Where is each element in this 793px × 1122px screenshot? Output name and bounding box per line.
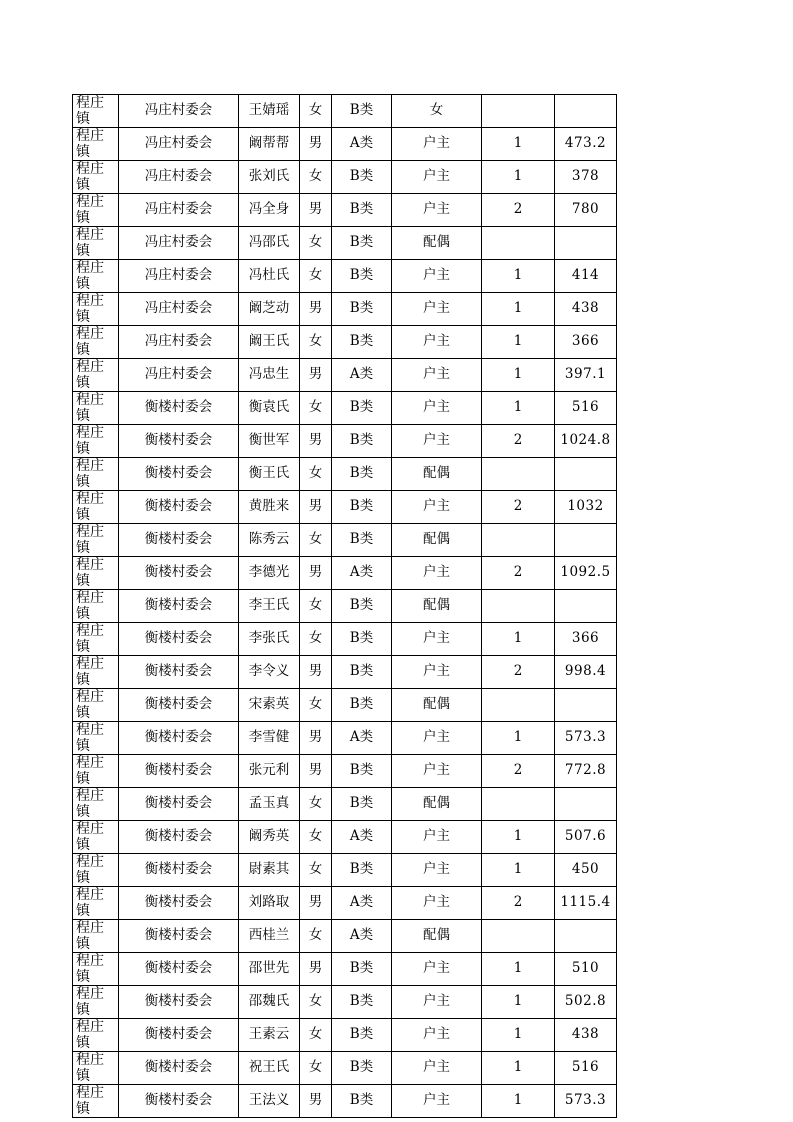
relation-cell: 户主 <box>392 1019 482 1052</box>
town-cell: 程庄镇 <box>73 227 119 260</box>
town-cell: 程庄镇 <box>73 887 119 920</box>
person-name-cell: 王素云 <box>239 1019 300 1052</box>
amount-cell: 473.2 <box>555 128 617 161</box>
relation-cell: 户主 <box>392 425 482 458</box>
town-cell: 程庄镇 <box>73 623 119 656</box>
household-count-cell <box>482 689 555 722</box>
category-cell: B类 <box>332 1019 392 1052</box>
household-count-cell: 2 <box>482 557 555 590</box>
person-name-cell: 孟玉真 <box>239 788 300 821</box>
town-cell: 程庄镇 <box>73 524 119 557</box>
relation-cell: 户主 <box>392 755 482 788</box>
amount-cell: 366 <box>555 623 617 656</box>
category-cell: A类 <box>332 557 392 590</box>
category-cell: B类 <box>332 425 392 458</box>
category-cell: B类 <box>332 161 392 194</box>
person-name-cell: 冯全身 <box>239 194 300 227</box>
village-cell: 冯庄村委会 <box>119 194 239 227</box>
household-count-cell <box>482 227 555 260</box>
village-cell: 衡楼村委会 <box>119 986 239 1019</box>
category-cell: B类 <box>332 953 392 986</box>
person-name-cell: 陈秀云 <box>239 524 300 557</box>
household-count-cell: 1 <box>482 986 555 1019</box>
relation-cell: 配偶 <box>392 920 482 953</box>
village-cell: 衡楼村委会 <box>119 590 239 623</box>
household-count-cell: 2 <box>482 194 555 227</box>
amount-cell: 502.8 <box>555 986 617 1019</box>
village-cell: 冯庄村委会 <box>119 95 239 128</box>
relation-cell: 户主 <box>392 260 482 293</box>
table-row <box>73 1019 617 1052</box>
table-row <box>73 722 617 755</box>
relation-cell: 户主 <box>392 557 482 590</box>
table-row <box>73 590 617 623</box>
table-row <box>73 194 617 227</box>
gender-cell: 女 <box>300 623 332 656</box>
gender-cell: 男 <box>300 656 332 689</box>
table-row <box>73 227 617 260</box>
person-name-cell: 祝王氏 <box>239 1052 300 1085</box>
amount-cell: 397.1 <box>555 359 617 392</box>
household-count-cell: 1 <box>482 1085 555 1118</box>
gender-cell: 男 <box>300 359 332 392</box>
person-name-cell: 李雪健 <box>239 722 300 755</box>
household-count-cell: 1 <box>482 953 555 986</box>
person-name-cell: 李德光 <box>239 557 300 590</box>
gender-cell: 女 <box>300 458 332 491</box>
town-cell: 程庄镇 <box>73 1019 119 1052</box>
table-row <box>73 887 617 920</box>
village-cell: 冯庄村委会 <box>119 326 239 359</box>
category-cell: B类 <box>332 1085 392 1118</box>
village-cell: 冯庄村委会 <box>119 359 239 392</box>
gender-cell: 女 <box>300 227 332 260</box>
household-count-cell <box>482 524 555 557</box>
amount-cell: 516 <box>555 1052 617 1085</box>
table-row <box>73 95 617 128</box>
gender-cell: 女 <box>300 788 332 821</box>
person-name-cell: 张元利 <box>239 755 300 788</box>
village-cell: 衡楼村委会 <box>119 887 239 920</box>
household-count-cell: 2 <box>482 755 555 788</box>
person-name-cell: 衡世军 <box>239 425 300 458</box>
person-name-cell: 黄胜来 <box>239 491 300 524</box>
relation-cell: 户主 <box>392 128 482 161</box>
amount-cell: 450 <box>555 854 617 887</box>
relation-cell: 户主 <box>392 1052 482 1085</box>
village-cell: 衡楼村委会 <box>119 920 239 953</box>
village-cell: 衡楼村委会 <box>119 821 239 854</box>
town-cell: 程庄镇 <box>73 458 119 491</box>
amount-cell: 366 <box>555 326 617 359</box>
table-row <box>73 953 617 986</box>
table-row <box>73 986 617 1019</box>
household-count-cell: 1 <box>482 128 555 161</box>
amount-cell: 378 <box>555 161 617 194</box>
amount-cell: 438 <box>555 1019 617 1052</box>
village-cell: 衡楼村委会 <box>119 425 239 458</box>
category-cell: A类 <box>332 887 392 920</box>
relation-cell: 户主 <box>392 722 482 755</box>
table-row <box>73 1052 617 1085</box>
category-cell: B类 <box>332 788 392 821</box>
category-cell: B类 <box>332 293 392 326</box>
household-count-cell: 2 <box>482 425 555 458</box>
amount-cell: 507.6 <box>555 821 617 854</box>
village-cell: 冯庄村委会 <box>119 260 239 293</box>
village-cell: 衡楼村委会 <box>119 722 239 755</box>
amount-cell: 573.3 <box>555 722 617 755</box>
gender-cell: 女 <box>300 392 332 425</box>
table-body <box>73 95 617 1118</box>
gender-cell: 女 <box>300 326 332 359</box>
table-row <box>73 161 617 194</box>
category-cell: B类 <box>332 623 392 656</box>
relation-cell: 户主 <box>392 359 482 392</box>
person-name-cell: 冯杜氏 <box>239 260 300 293</box>
town-cell: 程庄镇 <box>73 1085 119 1118</box>
gender-cell: 男 <box>300 755 332 788</box>
table-row <box>73 1085 617 1118</box>
category-cell: A类 <box>332 722 392 755</box>
table-row <box>73 920 617 953</box>
relation-cell: 户主 <box>392 326 482 359</box>
gender-cell: 女 <box>300 986 332 1019</box>
relation-cell: 户主 <box>392 623 482 656</box>
amount-cell: 1115.4 <box>555 887 617 920</box>
household-count-cell: 1 <box>482 623 555 656</box>
gender-cell: 女 <box>300 260 332 293</box>
gender-cell: 男 <box>300 425 332 458</box>
gender-cell: 男 <box>300 722 332 755</box>
category-cell: B类 <box>332 227 392 260</box>
gender-cell: 女 <box>300 524 332 557</box>
town-cell: 程庄镇 <box>73 854 119 887</box>
village-cell: 衡楼村委会 <box>119 491 239 524</box>
household-count-cell <box>482 590 555 623</box>
gender-cell: 女 <box>300 854 332 887</box>
town-cell: 程庄镇 <box>73 95 119 128</box>
relation-cell: 户主 <box>392 656 482 689</box>
relation-cell: 配偶 <box>392 524 482 557</box>
person-name-cell: 阚王氏 <box>239 326 300 359</box>
category-cell: B类 <box>332 194 392 227</box>
village-cell: 衡楼村委会 <box>119 788 239 821</box>
town-cell: 程庄镇 <box>73 656 119 689</box>
amount-cell: 573.3 <box>555 1085 617 1118</box>
amount-cell <box>555 524 617 557</box>
town-cell: 程庄镇 <box>73 293 119 326</box>
amount-cell <box>555 227 617 260</box>
person-name-cell: 阚秀英 <box>239 821 300 854</box>
household-count-cell: 1 <box>482 161 555 194</box>
amount-cell <box>555 590 617 623</box>
village-cell: 衡楼村委会 <box>119 392 239 425</box>
relation-cell: 女 <box>392 95 482 128</box>
table-row <box>73 557 617 590</box>
amount-cell: 516 <box>555 392 617 425</box>
village-cell: 衡楼村委会 <box>119 689 239 722</box>
town-cell: 程庄镇 <box>73 953 119 986</box>
category-cell: B类 <box>332 458 392 491</box>
town-cell: 程庄镇 <box>73 689 119 722</box>
village-cell: 衡楼村委会 <box>119 854 239 887</box>
village-cell: 冯庄村委会 <box>119 128 239 161</box>
gender-cell: 男 <box>300 128 332 161</box>
relation-cell: 户主 <box>392 392 482 425</box>
household-count-cell: 1 <box>482 1052 555 1085</box>
amount-cell <box>555 920 617 953</box>
person-name-cell: 阚帮帮 <box>239 128 300 161</box>
category-cell: B类 <box>332 326 392 359</box>
person-name-cell: 衡王氏 <box>239 458 300 491</box>
amount-cell <box>555 788 617 821</box>
table-row <box>73 755 617 788</box>
person-name-cell: 李令义 <box>239 656 300 689</box>
town-cell: 程庄镇 <box>73 755 119 788</box>
category-cell: A类 <box>332 821 392 854</box>
town-cell: 程庄镇 <box>73 920 119 953</box>
town-cell: 程庄镇 <box>73 128 119 161</box>
relation-cell: 配偶 <box>392 590 482 623</box>
gender-cell: 女 <box>300 920 332 953</box>
village-cell: 冯庄村委会 <box>119 161 239 194</box>
gender-cell: 女 <box>300 689 332 722</box>
town-cell: 程庄镇 <box>73 590 119 623</box>
table-row <box>73 788 617 821</box>
town-cell: 程庄镇 <box>73 491 119 524</box>
amount-cell: 1024.8 <box>555 425 617 458</box>
gender-cell: 男 <box>300 557 332 590</box>
town-cell: 程庄镇 <box>73 392 119 425</box>
household-count-cell: 1 <box>482 260 555 293</box>
person-name-cell: 邵世先 <box>239 953 300 986</box>
town-cell: 程庄镇 <box>73 326 119 359</box>
amount-cell: 510 <box>555 953 617 986</box>
gender-cell: 女 <box>300 161 332 194</box>
category-cell: B类 <box>332 95 392 128</box>
village-cell: 衡楼村委会 <box>119 1085 239 1118</box>
table-row <box>73 128 617 161</box>
person-name-cell: 邵魏氏 <box>239 986 300 1019</box>
gender-cell: 女 <box>300 590 332 623</box>
relation-cell: 户主 <box>392 293 482 326</box>
table-row <box>73 326 617 359</box>
category-cell: B类 <box>332 392 392 425</box>
gender-cell: 男 <box>300 194 332 227</box>
household-count-cell: 1 <box>482 359 555 392</box>
town-cell: 程庄镇 <box>73 986 119 1019</box>
village-cell: 衡楼村委会 <box>119 656 239 689</box>
amount-cell <box>555 689 617 722</box>
person-name-cell: 王婧瑶 <box>239 95 300 128</box>
gender-cell: 男 <box>300 887 332 920</box>
table-row <box>73 689 617 722</box>
relation-cell: 户主 <box>392 986 482 1019</box>
person-name-cell: 西桂兰 <box>239 920 300 953</box>
household-count-cell <box>482 788 555 821</box>
amount-cell: 1092.5 <box>555 557 617 590</box>
household-count-cell: 2 <box>482 887 555 920</box>
town-cell: 程庄镇 <box>73 722 119 755</box>
household-count-cell: 2 <box>482 491 555 524</box>
gender-cell: 男 <box>300 293 332 326</box>
gender-cell: 女 <box>300 95 332 128</box>
relation-cell: 户主 <box>392 491 482 524</box>
household-count-cell: 1 <box>482 392 555 425</box>
amount-cell: 772.8 <box>555 755 617 788</box>
gender-cell: 女 <box>300 821 332 854</box>
category-cell: B类 <box>332 656 392 689</box>
person-name-cell: 尉素其 <box>239 854 300 887</box>
relation-cell: 户主 <box>392 161 482 194</box>
household-count-cell: 1 <box>482 821 555 854</box>
town-cell: 程庄镇 <box>73 161 119 194</box>
town-cell: 程庄镇 <box>73 260 119 293</box>
benefit-roster-table <box>72 94 617 1118</box>
person-name-cell: 冯忠生 <box>239 359 300 392</box>
household-count-cell: 1 <box>482 293 555 326</box>
town-cell: 程庄镇 <box>73 1052 119 1085</box>
household-count-cell <box>482 920 555 953</box>
amount-cell: 780 <box>555 194 617 227</box>
gender-cell: 女 <box>300 1052 332 1085</box>
gender-cell: 男 <box>300 1085 332 1118</box>
person-name-cell: 李王氏 <box>239 590 300 623</box>
category-cell: B类 <box>332 260 392 293</box>
village-cell: 冯庄村委会 <box>119 227 239 260</box>
amount-cell: 998.4 <box>555 656 617 689</box>
village-cell: 衡楼村委会 <box>119 623 239 656</box>
town-cell: 程庄镇 <box>73 788 119 821</box>
gender-cell: 男 <box>300 953 332 986</box>
table-row <box>73 392 617 425</box>
table-row <box>73 425 617 458</box>
relation-cell: 户主 <box>392 194 482 227</box>
amount-cell: 438 <box>555 293 617 326</box>
category-cell: B类 <box>332 854 392 887</box>
village-cell: 衡楼村委会 <box>119 458 239 491</box>
village-cell: 衡楼村委会 <box>119 953 239 986</box>
town-cell: 程庄镇 <box>73 821 119 854</box>
person-name-cell: 衡袁氏 <box>239 392 300 425</box>
relation-cell: 户主 <box>392 887 482 920</box>
village-cell: 衡楼村委会 <box>119 1052 239 1085</box>
village-cell: 衡楼村委会 <box>119 1019 239 1052</box>
amount-cell: 1032 <box>555 491 617 524</box>
person-name-cell: 阚芝动 <box>239 293 300 326</box>
amount-cell: 414 <box>555 260 617 293</box>
person-name-cell: 刘路取 <box>239 887 300 920</box>
town-cell: 程庄镇 <box>73 425 119 458</box>
category-cell: B类 <box>332 524 392 557</box>
category-cell: B类 <box>332 491 392 524</box>
table-row <box>73 524 617 557</box>
table-row <box>73 491 617 524</box>
town-cell: 程庄镇 <box>73 194 119 227</box>
person-name-cell: 张刘氏 <box>239 161 300 194</box>
category-cell: B类 <box>332 755 392 788</box>
village-cell: 冯庄村委会 <box>119 293 239 326</box>
relation-cell: 配偶 <box>392 689 482 722</box>
relation-cell: 配偶 <box>392 227 482 260</box>
relation-cell: 户主 <box>392 854 482 887</box>
household-count-cell: 2 <box>482 656 555 689</box>
household-count-cell <box>482 95 555 128</box>
table-row <box>73 656 617 689</box>
category-cell: A类 <box>332 128 392 161</box>
household-count-cell: 1 <box>482 722 555 755</box>
relation-cell: 户主 <box>392 1085 482 1118</box>
relation-cell: 户主 <box>392 821 482 854</box>
person-name-cell: 王法义 <box>239 1085 300 1118</box>
table-row <box>73 821 617 854</box>
person-name-cell: 冯邵氏 <box>239 227 300 260</box>
village-cell: 衡楼村委会 <box>119 524 239 557</box>
relation-cell: 配偶 <box>392 458 482 491</box>
gender-cell: 男 <box>300 491 332 524</box>
household-count-cell: 1 <box>482 1019 555 1052</box>
category-cell: B类 <box>332 986 392 1019</box>
gender-cell: 女 <box>300 1019 332 1052</box>
table-row <box>73 854 617 887</box>
category-cell: A类 <box>332 359 392 392</box>
amount-cell <box>555 458 617 491</box>
table-row <box>73 458 617 491</box>
category-cell: B类 <box>332 1052 392 1085</box>
town-cell: 程庄镇 <box>73 359 119 392</box>
person-name-cell: 李张氏 <box>239 623 300 656</box>
household-count-cell <box>482 458 555 491</box>
relation-cell: 户主 <box>392 953 482 986</box>
table-row <box>73 359 617 392</box>
category-cell: A类 <box>332 920 392 953</box>
amount-cell <box>555 95 617 128</box>
household-count-cell: 1 <box>482 326 555 359</box>
town-cell: 程庄镇 <box>73 557 119 590</box>
village-cell: 衡楼村委会 <box>119 557 239 590</box>
relation-cell: 配偶 <box>392 788 482 821</box>
table-row <box>73 260 617 293</box>
table-row <box>73 623 617 656</box>
person-name-cell: 宋素英 <box>239 689 300 722</box>
table-row <box>73 293 617 326</box>
household-count-cell: 1 <box>482 854 555 887</box>
category-cell: B类 <box>332 590 392 623</box>
village-cell: 衡楼村委会 <box>119 755 239 788</box>
category-cell: B类 <box>332 689 392 722</box>
